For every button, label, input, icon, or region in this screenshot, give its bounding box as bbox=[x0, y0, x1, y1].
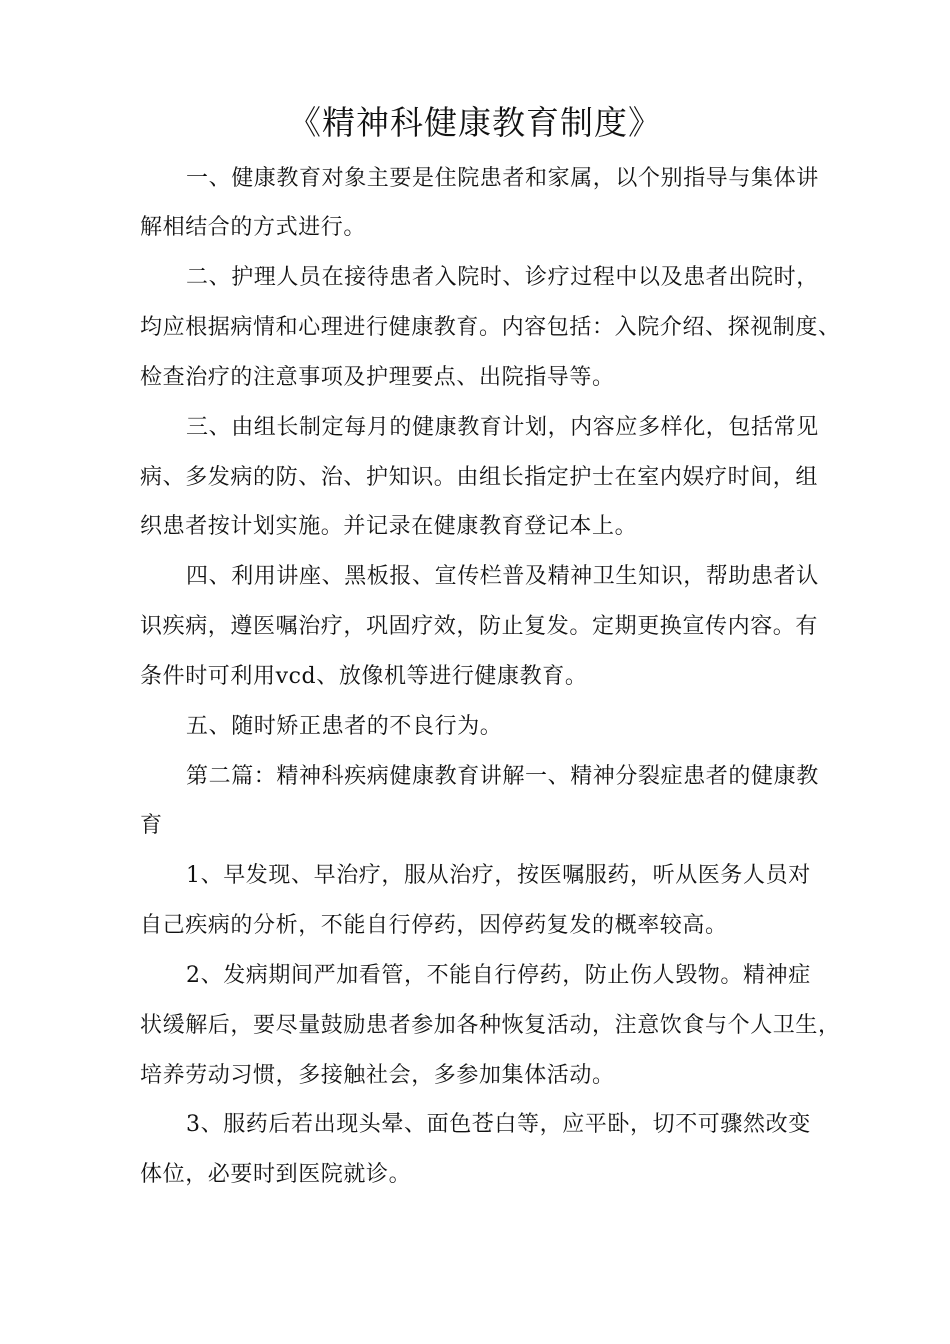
paragraph-line: 病、多发病的防、治、护知识。由组长指定护士在室内娱疗时间，组 bbox=[140, 465, 819, 490]
paragraph-line: 体位，必要时到医院就诊。 bbox=[140, 1162, 412, 1187]
paragraph-line: 自己疾病的分析，不能自行停药，因停药复发的概率较高。 bbox=[140, 913, 728, 938]
paragraph-line: 解相结合的方式进行。 bbox=[140, 215, 367, 240]
paragraph-line: 织患者按计划实施。并记录在健康教育登记本上。 bbox=[140, 514, 638, 539]
paragraph-line: 五、随时矫正患者的不良行为。 bbox=[186, 714, 503, 739]
paragraph-line: 二、护理人员在接待患者入院时、诊疗过程中以及患者出院时， bbox=[186, 265, 819, 290]
paragraph-line: 状缓解后，要尽量鼓励患者参加各种恢复活动，注意饮食与个人卫生， bbox=[140, 1013, 841, 1038]
paragraph-line: 检查治疗的注意事项及护理要点、出院指导等。 bbox=[140, 365, 615, 390]
paragraph-line: 育 bbox=[140, 813, 163, 838]
paragraph-line: 2、发病期间严加看管，不能自行停药，防止伤人毁物。精神症 bbox=[186, 963, 811, 988]
document-title: 《精神科健康教育制度》 bbox=[288, 103, 662, 142]
paragraph-line: 第二篇：精神科疾病健康教育讲解一、精神分裂症患者的健康教 bbox=[186, 764, 819, 789]
paragraph-line: 识疾病，遵医嘱治疗，巩固疗效，防止复发。定期更换宣传内容。有 bbox=[140, 614, 819, 639]
paragraph-line: 均应根据病情和心理进行健康教育。内容包括：入院介绍、探视制度、 bbox=[140, 315, 841, 340]
paragraph-line: 三、由组长制定每月的健康教育计划，内容应多样化，包括常见 bbox=[186, 415, 819, 440]
paragraph-line: 3、服药后若出现头晕、面色苍白等，应平卧，切不可骤然改变 bbox=[186, 1112, 811, 1137]
paragraph-line: 培养劳动习惯，多接触社会，多参加集体活动。 bbox=[140, 1063, 615, 1088]
paragraph-line: 1、早发现、早治疗，服从治疗，按医嘱服药，听从医务人员对 bbox=[186, 863, 811, 888]
paragraph-line: 四、利用讲座、黑板报、宣传栏普及精神卫生知识，帮助患者认 bbox=[186, 564, 819, 589]
paragraph-line: 一、健康教育对象主要是住院患者和家属，以个别指导与集体讲 bbox=[186, 166, 819, 191]
paragraph-line: 条件时可利用vcd、放像机等进行健康教育。 bbox=[140, 664, 588, 689]
